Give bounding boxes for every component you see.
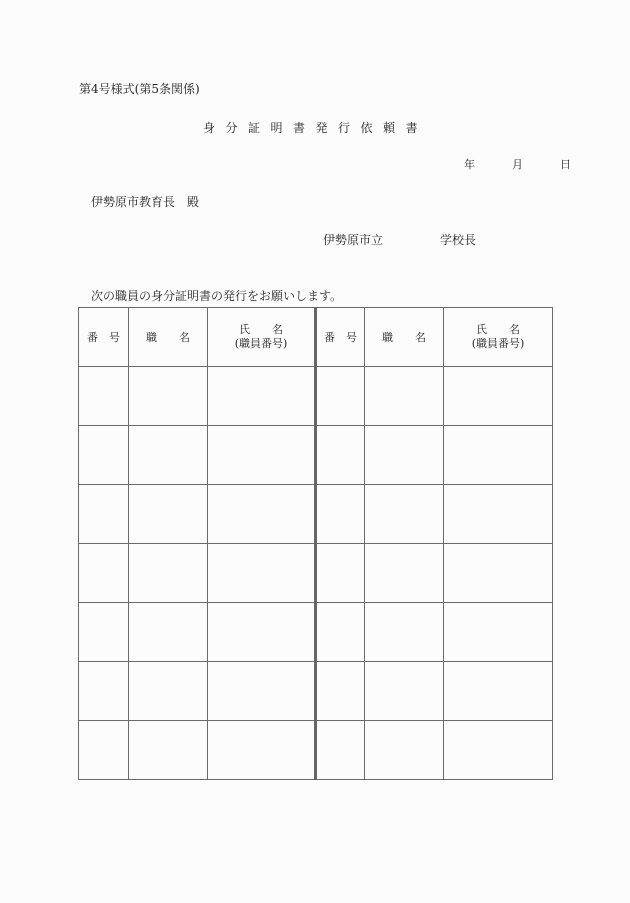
header-number-2: 番 号 bbox=[316, 308, 365, 367]
table-row bbox=[79, 485, 553, 544]
cell-name[interactable] bbox=[208, 367, 316, 426]
table-row bbox=[79, 426, 553, 485]
date-day-label: 日 bbox=[560, 158, 571, 171]
cell-position-2[interactable] bbox=[365, 662, 444, 721]
cell-number[interactable] bbox=[79, 603, 129, 662]
cell-position[interactable] bbox=[129, 721, 208, 780]
header-number: 番 号 bbox=[79, 308, 129, 367]
cell-number-2[interactable] bbox=[316, 721, 365, 780]
cell-name-2[interactable] bbox=[444, 367, 553, 426]
cell-position[interactable] bbox=[129, 485, 208, 544]
cell-position-2[interactable] bbox=[365, 603, 444, 662]
sender-school-city: 伊勢原市立 bbox=[323, 233, 384, 247]
date-month-label: 月 bbox=[512, 158, 523, 171]
cell-position[interactable] bbox=[129, 544, 208, 603]
cell-number[interactable] bbox=[79, 662, 129, 721]
addressee: 伊勢原市教育長 殿 bbox=[91, 195, 200, 209]
cell-name-2[interactable] bbox=[444, 721, 553, 780]
cell-name-2[interactable] bbox=[444, 662, 553, 721]
cell-name-2[interactable] bbox=[444, 426, 553, 485]
cell-name-2[interactable] bbox=[444, 485, 553, 544]
date-year-label: 年 bbox=[464, 158, 475, 171]
staff-table bbox=[78, 307, 553, 780]
cell-position[interactable] bbox=[129, 367, 208, 426]
cell-number-2[interactable] bbox=[316, 544, 365, 603]
cell-name[interactable] bbox=[208, 603, 316, 662]
cell-name[interactable] bbox=[208, 426, 316, 485]
cell-name[interactable] bbox=[208, 544, 316, 603]
cell-position-2[interactable] bbox=[365, 544, 444, 603]
cell-position-2[interactable] bbox=[365, 721, 444, 780]
cell-number-2[interactable] bbox=[316, 426, 365, 485]
cell-position[interactable] bbox=[129, 426, 208, 485]
table-row bbox=[79, 544, 553, 603]
cell-position-2[interactable] bbox=[365, 426, 444, 485]
cell-number[interactable] bbox=[79, 485, 129, 544]
header-position: 職 名 bbox=[129, 308, 208, 367]
cell-position[interactable] bbox=[129, 662, 208, 721]
cell-name[interactable] bbox=[208, 485, 316, 544]
date-line bbox=[464, 156, 571, 172]
cell-position-2[interactable] bbox=[365, 485, 444, 544]
table-row bbox=[79, 367, 553, 426]
cell-number[interactable] bbox=[79, 426, 129, 485]
cell-number-2[interactable] bbox=[316, 662, 365, 721]
table-row bbox=[79, 662, 553, 721]
header-position-2: 職 名 bbox=[365, 308, 444, 367]
cell-name[interactable] bbox=[208, 662, 316, 721]
cell-name-2[interactable] bbox=[444, 544, 553, 603]
cell-name-2[interactable] bbox=[444, 603, 553, 662]
intro-text: 次の職員の身分証明書の発行をお願いします。 bbox=[91, 289, 343, 303]
cell-number[interactable] bbox=[79, 721, 129, 780]
cell-number[interactable] bbox=[79, 367, 129, 426]
table-header-row bbox=[79, 308, 553, 367]
cell-position[interactable] bbox=[129, 603, 208, 662]
cell-number[interactable] bbox=[79, 544, 129, 603]
table-row bbox=[79, 603, 553, 662]
form-number: 第4号様式(第5条関係) bbox=[79, 82, 200, 96]
sender-title: 学校長 bbox=[440, 233, 477, 247]
header-name-2: 氏 名 (職員番号) bbox=[444, 308, 553, 367]
cell-position-2[interactable] bbox=[365, 367, 444, 426]
cell-number-2[interactable] bbox=[316, 603, 365, 662]
cell-number-2[interactable] bbox=[316, 367, 365, 426]
cell-name[interactable] bbox=[208, 721, 316, 780]
cell-number-2[interactable] bbox=[316, 485, 365, 544]
table-row bbox=[79, 721, 553, 780]
document-title: 身分証明書発行依頼書 bbox=[203, 121, 429, 135]
header-name: 氏 名 (職員番号) bbox=[208, 308, 316, 367]
